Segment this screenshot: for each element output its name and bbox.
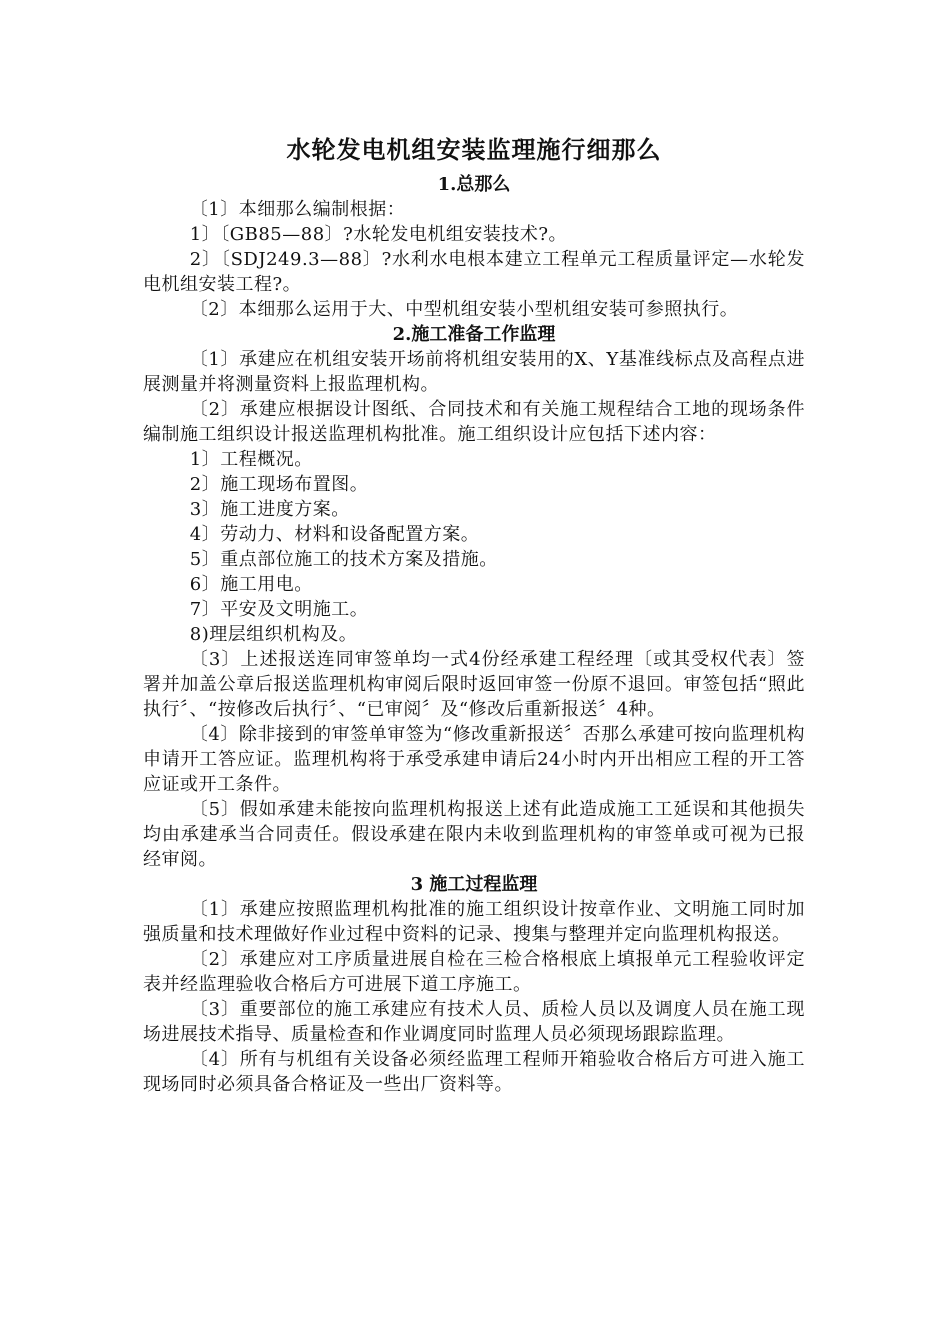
list-item: 1〕工程概况。 bbox=[189, 449, 313, 470]
list-item: 5〕重点部位施工的技术方案及措施。 bbox=[189, 549, 498, 570]
paragraph: 〔4〕除非接到的审签单审签为“修改重新报送〞否那么承建可按向监理机构申请开工答应证。监理机构将于承受承建申请后24小时内开出相应工程的开工答应证或开工条件。 bbox=[143, 724, 805, 795]
paragraph: 〔3〕重要部位的施工承建应有技术人员、质检人员以及调度人员在施工现场进展技术指导、质量检查和作业调度同时监理人员必须现场跟踪监理。 bbox=[143, 999, 805, 1045]
section-heading: 3 施工过程监理 bbox=[410, 874, 538, 895]
section-heading: 2.施工准备工作监理 bbox=[392, 324, 556, 345]
paragraph: 〔5〕假如承建未能按向监理机构报送上述有此造成施工工延误和其他损失均由承建承当合同责任。假设承建在限内未收到监理机构的审签单或可视为已报经审阅。 bbox=[143, 799, 805, 870]
paragraph: 〔2〕承建应根据设计图纸、合同技术和有关施工规程结合工地的现场条件编制施工组织设计报送监理机构批准。施工组织设计应包括下述内容： bbox=[143, 399, 805, 445]
list-item: 1〕〔GB85—88〕?水轮发电机组安装技术?。 bbox=[189, 224, 567, 245]
paragraph: 2〕〔SDJ249.3—88〕?水利水电根本建立工程单元工程质量评定—水轮发电机组安装工程?。 bbox=[143, 249, 805, 295]
paragraph: 〔1〕本细那么编制根据： bbox=[189, 199, 406, 220]
paragraph: 〔2〕本细那么运用于大、中型机组安装小型机组安装可参照执行。 bbox=[189, 299, 739, 320]
list-item: 7〕平安及文明施工。 bbox=[189, 599, 369, 620]
document-title: 水轮发电机组安装监理施行细那么 bbox=[286, 136, 662, 164]
paragraph: 〔4〕所有与机组有关设备必须经监理工程师开箱验收合格后方可进入施工现场同时必须具备合格证及一些出厂资料等。 bbox=[143, 1049, 805, 1095]
paragraph: 〔2〕承建应对工序质量进展自检在三检合格根底上填报单元工程验收评定表并经监理验收合格后方可进展下道工序施工。 bbox=[143, 949, 805, 995]
section-process bbox=[143, 872, 805, 1097]
section-general bbox=[143, 172, 805, 322]
section-heading: 1.总那么 bbox=[437, 174, 511, 195]
list-item: 8)理层组织机构及。 bbox=[189, 624, 358, 645]
document-page bbox=[143, 128, 805, 1097]
list-item: 4〕劳动力、材料和设备配置方案。 bbox=[189, 524, 480, 545]
list-item: 2〕施工现场布置图。 bbox=[189, 474, 369, 495]
list-item: 3〕施工进度方案。 bbox=[189, 499, 350, 520]
paragraph: 〔1〕承建应在机组安装开场前将机组安装用的X、Y基准线标点及高程点进展测量并将测量资料上报监理机构。 bbox=[143, 349, 805, 395]
paragraph: 〔1〕承建应按照监理机构批准的施工组织设计按章作业、文明施工同时加强质量和技术理做好作业过程中资料的记录、搜集与整理并定向监理机构报送。 bbox=[143, 899, 805, 945]
paragraph: 〔3〕上述报送连同审签单均一式4份经承建工程经理〔或其受权代表〕签署并加盖公章后报送监理机构审阅后限时返回审签一份原不退回。审签包括“照此执行〞、“按修改后执行〞、“已审阅〞及“修改后重新报送〞4种。 bbox=[143, 649, 805, 720]
list-item: 6〕施工用电。 bbox=[189, 574, 313, 595]
section-preparation bbox=[143, 322, 805, 872]
